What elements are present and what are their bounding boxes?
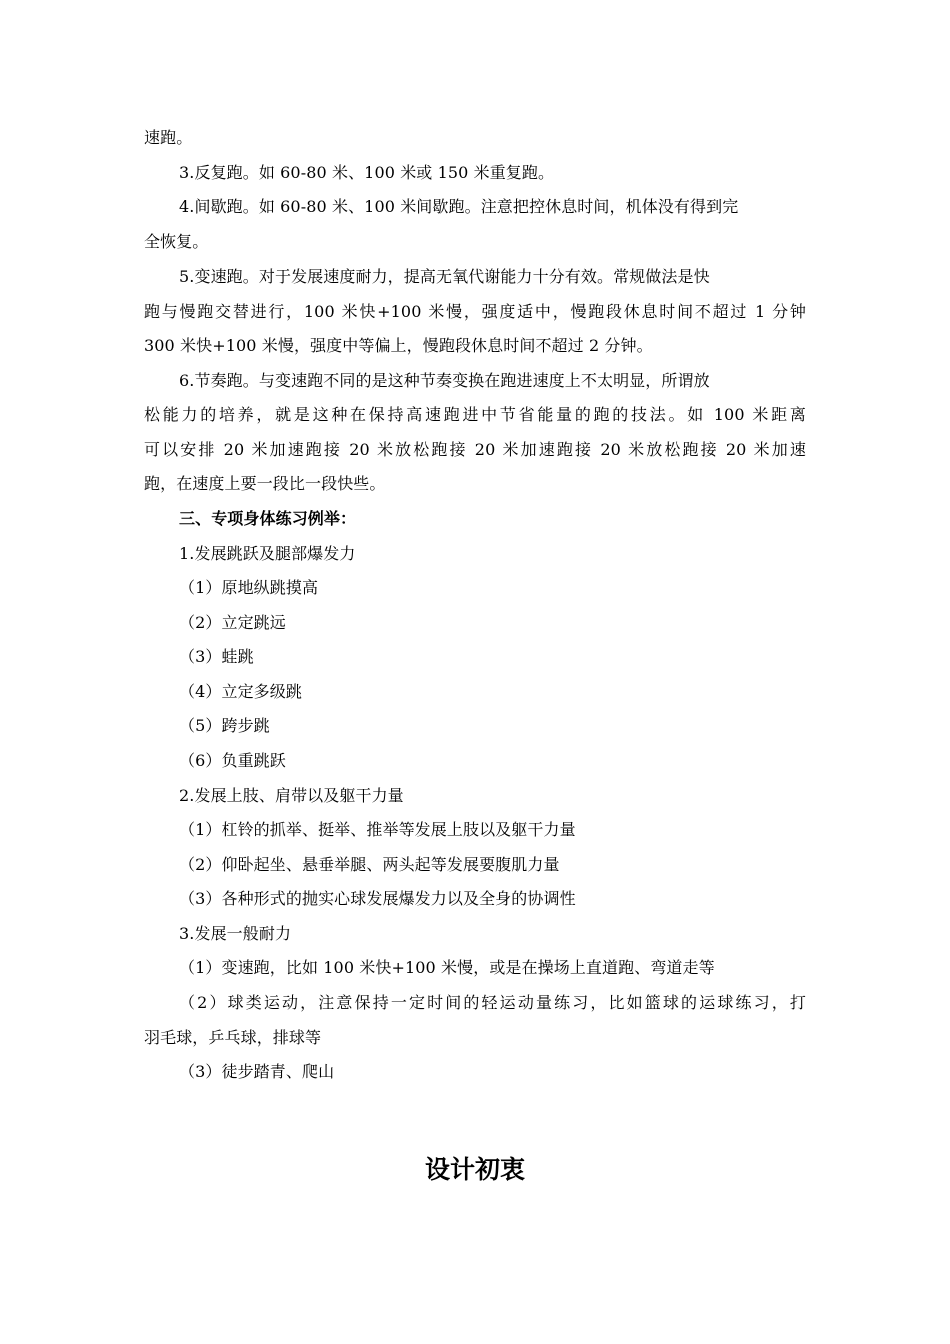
list-item: （6）负重跳跃: [179, 751, 286, 770]
text-line: 全恢复。: [144, 232, 209, 251]
text-line: 3.反复跑。如 60-80 米、100 米或 150 米重复跑。: [179, 163, 555, 182]
list-item: （2）球类运动，注意保持一定时间的轻运动量练习，比如篮球的运球练习，打: [179, 993, 806, 1012]
text-line: 300 米快+100 米慢，强度中等偏上，慢跑段休息时间不超过 2 分钟。: [144, 336, 653, 355]
text-line: 1.发展跳跃及腿部爆发力: [179, 544, 356, 563]
text-line: 3.发展一般耐力: [179, 924, 292, 943]
list-item: （3）各种形式的抛实心球发展爆发力以及全身的协调性: [179, 889, 576, 908]
text-line: 2.发展上肢、肩带以及躯干力量: [179, 786, 404, 805]
text-line: 松能力的培养，就是这种在保持高速跑进中节省能量的跑的技法。如 100 米距离: [144, 405, 806, 424]
list-item: （5）跨步跳: [179, 716, 270, 735]
list-item: （2）仰卧起坐、悬垂举腿、两头起等发展要腹肌力量: [179, 855, 560, 874]
list-item: （1）原地纵跳摸高: [179, 578, 319, 597]
text-line: 5.变速跑。对于发展速度耐力，提高无氧代谢能力十分有效。常规做法是快: [179, 267, 710, 286]
text-line: 速跑。: [144, 128, 193, 147]
text-line: 6.节奏跑。与变速跑不同的是这种节奏变换在跑进速度上不太明显，所谓放: [179, 371, 710, 390]
section-heading: 三、专项身体练习例举：: [179, 509, 357, 528]
text-line: 羽毛球，乒乓球，排球等: [144, 1028, 322, 1047]
list-item: （2）立定跳远: [179, 613, 286, 632]
list-item: （4）立定多级跳: [179, 682, 302, 701]
text-line: 4.间歇跑。如 60-80 米、100 米间歇跑。注意把控休息时间，机体没有得到完: [179, 197, 739, 216]
text-line: 跑，在速度上要一段比一段快些。: [144, 474, 386, 493]
list-item: （3）徒步踏青、爬山: [179, 1062, 335, 1081]
text-line: 可以安排 20 米加速跑接 20 米放松跑接 20 米加速跑接 20 米放松跑接 20 米加速: [144, 440, 806, 459]
page-title: 设计初衷: [424, 1155, 525, 1184]
text-line: 跑与慢跑交替进行，100 米快+100 米慢，强度适中，慢跑段休息时间不超过 1 分钟: [144, 302, 806, 321]
list-item: （3）蛙跳: [179, 647, 254, 666]
list-item: （1）变速跑，比如 100 米快+100 米慢，或是在操场上直道跑、弯道走等: [179, 958, 715, 977]
list-item: （1）杠铃的抓举、挺举、推举等发展上肢以及躯干力量: [179, 820, 576, 839]
